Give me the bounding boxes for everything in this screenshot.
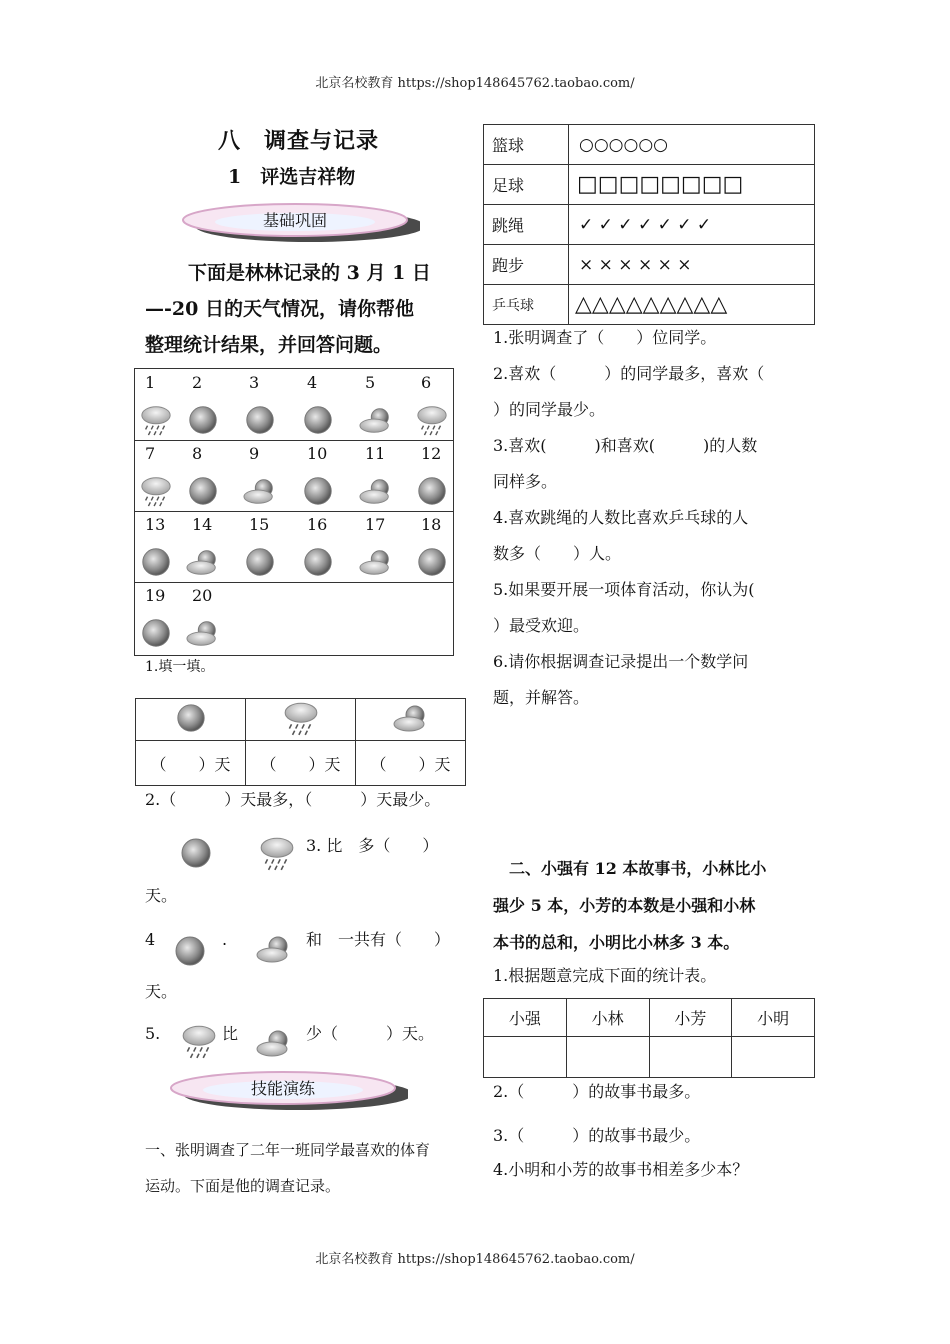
question-line: 同样多。 (493, 472, 558, 491)
q5-text: 少（ ）天。 (306, 1024, 435, 1043)
day-number: 9 (249, 444, 260, 463)
intro-line-3: 整理统计结果，并回答问题。 (145, 334, 393, 356)
sunny-header-cell (136, 699, 246, 741)
page-footer: 北京名校教育 https://shop148645762.taobao.com/ (315, 1252, 635, 1267)
sport-name: 足球 (484, 165, 569, 205)
q4-dot: . (222, 930, 228, 949)
q4-text: 和 一共有（ ） (306, 930, 451, 949)
cloudy-header-cell (356, 699, 466, 741)
sport-symbols: □□□□□□□□ (569, 165, 815, 205)
day-number: 3 (249, 373, 260, 392)
sun-icon (178, 836, 214, 870)
weather-count-table (135, 698, 466, 786)
partly-cloudy-icon (359, 474, 393, 508)
books-blank-cell[interactable] (566, 1037, 649, 1078)
sports-survey-table (483, 124, 815, 325)
books-blank-cell[interactable] (484, 1037, 567, 1078)
question-line: 6.请你根据调查记录提出一个数学问 (493, 652, 749, 671)
day-number: 19 (145, 586, 166, 605)
intro-line-2: —-20 日的天气情况，请你帮他 (145, 298, 414, 320)
grid-divider (135, 440, 453, 441)
section2-q2: 2.（ ）的故事书最多。 (493, 1082, 701, 1101)
question-line: ）最受欢迎。 (493, 616, 590, 635)
q5-than: 比 (222, 1024, 239, 1043)
rain-cloud-icon (415, 403, 449, 437)
question-line: 1.张明调查了（ ）位同学。 (493, 328, 717, 347)
q3-text: 3. 比 多（ ） (306, 836, 439, 855)
q4-num: 4 (145, 930, 156, 949)
question-line: 5.如果要开展一项体育活动，你认为( (493, 580, 755, 599)
sport-name: 跳绳 (484, 205, 569, 245)
day-number: 18 (421, 515, 442, 534)
q1-label: 1.填一填。 (145, 659, 215, 675)
grid-divider (135, 511, 453, 512)
section1-questions (493, 320, 823, 716)
books-header-xiaolin: 小林 (566, 999, 649, 1037)
partly-cloudy-icon (186, 545, 220, 579)
sun-icon (186, 403, 220, 437)
question-line: 3.喜欢( )和喜欢( )的人数 (493, 436, 758, 455)
rain-header-cell (246, 699, 356, 741)
banner-skills: 技能演练 (158, 1066, 408, 1116)
page-header: 北京名校教育 https://shop148645762.taobao.com/ (315, 76, 635, 91)
rain-cloud-icon (282, 700, 320, 736)
sport-name: 乒乓球 (484, 285, 569, 325)
sun-icon (139, 616, 173, 650)
lesson-title: 1 评选吉祥物 (228, 166, 356, 188)
day-number: 8 (192, 444, 203, 463)
section2-q3: 3.（ ）的故事书最少。 (493, 1126, 701, 1145)
partly-cloudy-icon (186, 616, 220, 650)
books-header-xiaoming: 小明 (732, 999, 815, 1037)
intro-line-1: 下面是林林记录的 3 月 1 日 (188, 262, 431, 284)
rain-cloud-icon (180, 1022, 218, 1060)
sport-symbols: ✓ ✓ ✓ ✓ ✓ ✓ ✓ (569, 205, 815, 245)
rainy-days-blank[interactable]: （ ）天 (246, 741, 356, 786)
sun-icon (243, 403, 277, 437)
grid-divider (135, 582, 453, 583)
partly-cloudy-icon (256, 1026, 292, 1060)
day-number: 6 (421, 373, 432, 392)
rain-cloud-icon (258, 834, 296, 872)
partly-cloudy-icon (243, 474, 277, 508)
rain-cloud-icon (139, 474, 173, 508)
day-number: 1 (145, 373, 156, 392)
day-number: 12 (421, 444, 442, 463)
cloudy-days-blank[interactable]: （ ）天 (356, 741, 466, 786)
sun-icon (301, 474, 335, 508)
question-line: 题，并解答。 (493, 688, 590, 707)
section1-intro-2: 运动。下面是他的调查记录。 (145, 1177, 341, 1195)
section2-q4: 4.小明和小芳的故事书相差多少本？ (493, 1160, 749, 1179)
chapter-title: 八 调查与记录 (218, 128, 380, 154)
day-number: 13 (145, 515, 166, 534)
question-line: 数多（ ）人。 (493, 544, 622, 563)
question-line: 2.喜欢（ ）的同学最多，喜欢（ (493, 364, 765, 383)
q4-tail: 天。 (145, 982, 178, 1001)
question-line: 4.喜欢跳绳的人数比喜欢乒乓球的人 (493, 508, 749, 527)
sport-symbols: △△△△△△△△△ (569, 285, 815, 325)
day-number: 2 (192, 373, 203, 392)
section2-intro: 二、小强有 12 本故事书，小林比小 强少 5 本，小芳的本数是小强和小林 本书的总和，小明比小林多 3 本。 (493, 859, 767, 952)
partly-cloudy-icon (256, 932, 292, 966)
day-number: 7 (145, 444, 156, 463)
weather-record-table (134, 368, 454, 656)
question-line: ）的同学最少。 (493, 400, 606, 419)
day-number: 5 (365, 373, 376, 392)
day-number: 17 (365, 515, 386, 534)
sun-icon (301, 545, 335, 579)
partly-cloudy-icon (359, 545, 393, 579)
books-header-xiaofang: 小芳 (649, 999, 732, 1037)
q3-tail: 天。 (145, 886, 178, 905)
banner-basic: 基础巩固 (170, 198, 420, 248)
q5-num: 5. (145, 1024, 161, 1043)
day-number: 14 (192, 515, 213, 534)
sun-icon (139, 545, 173, 579)
section1-intro-1: 一、张明调查了二年一班同学最喜欢的体育 (145, 1141, 431, 1159)
sunny-days-blank[interactable]: （ ）天 (136, 741, 246, 786)
sun-icon (415, 474, 449, 508)
sport-symbols: ○○○○○○ (569, 125, 815, 165)
books-header-xiaoqiang: 小强 (484, 999, 567, 1037)
sun-icon (415, 545, 449, 579)
section2-q1: 1.根据题意完成下面的统计表。 (493, 966, 717, 985)
books-blank-cell[interactable] (732, 1037, 815, 1078)
day-number: 16 (307, 515, 328, 534)
sun-icon (172, 934, 208, 968)
sun-icon (301, 403, 335, 437)
day-number: 10 (307, 444, 328, 463)
sport-name: 跑步 (484, 245, 569, 285)
q2-text: 2.（ ）天最多，（ ）天最少。 (145, 790, 441, 809)
rain-cloud-icon (139, 403, 173, 437)
sport-symbols: × × × × × × (569, 245, 815, 285)
day-number: 20 (192, 586, 213, 605)
sun-icon (174, 702, 208, 734)
partly-cloudy-icon (393, 701, 429, 735)
books-blank-cell[interactable] (649, 1037, 732, 1078)
sport-name: 篮球 (484, 125, 569, 165)
sun-icon (243, 545, 277, 579)
partly-cloudy-icon (359, 403, 393, 437)
books-table (483, 998, 815, 1078)
day-number: 11 (365, 444, 386, 463)
day-number: 4 (307, 373, 318, 392)
sun-icon (186, 474, 220, 508)
day-number: 15 (249, 515, 270, 534)
